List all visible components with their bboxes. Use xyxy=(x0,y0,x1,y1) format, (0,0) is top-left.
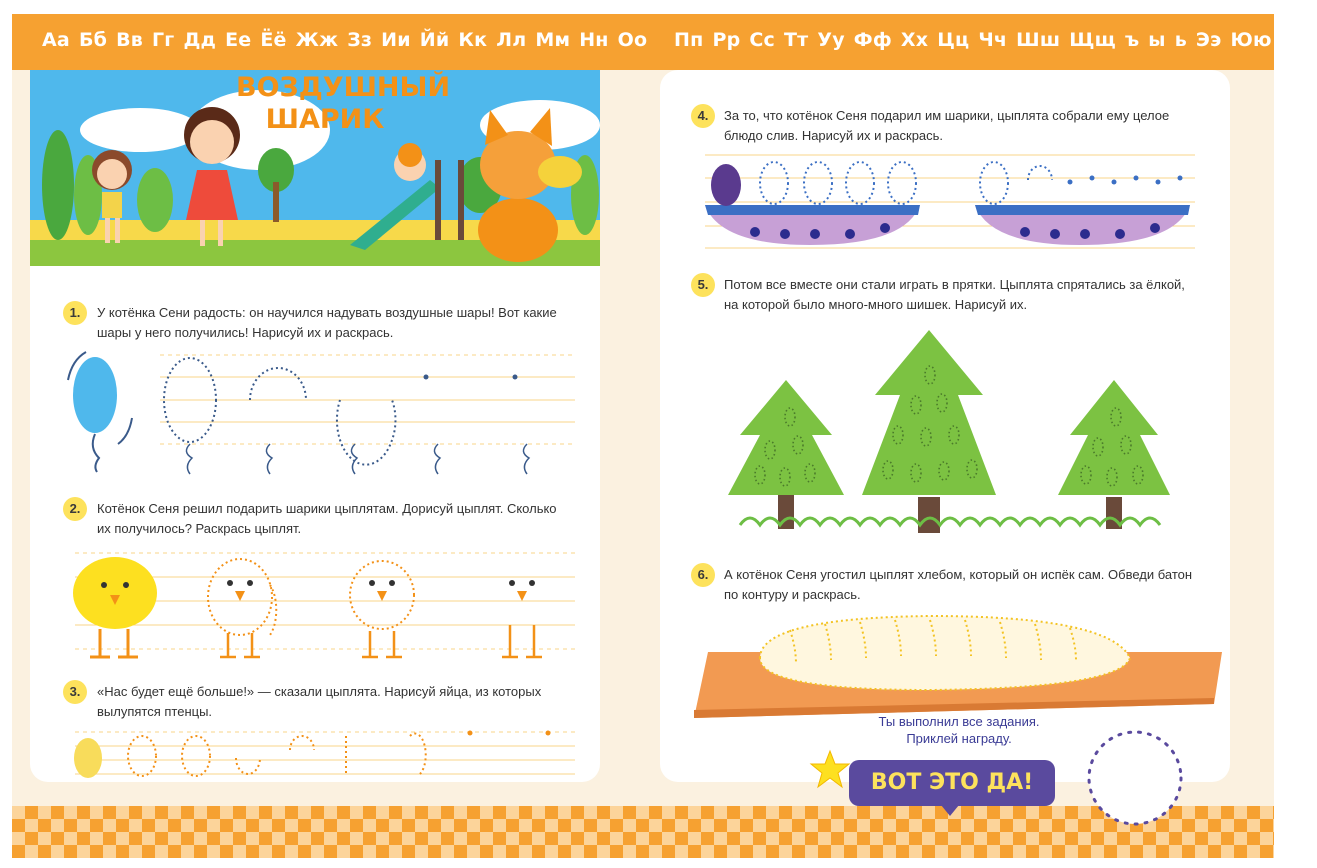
alphabet-letter: Мм xyxy=(535,29,571,51)
task-number-3: 3. xyxy=(63,680,87,704)
alphabet-letter: Хх xyxy=(900,29,929,51)
alphabet-letter: Бб xyxy=(78,29,108,51)
page-title: ВОЗДУШНЫЙ ШАРИК xyxy=(236,72,451,135)
award-text: Ты выполнил все задания. Приклей награду. xyxy=(878,714,1040,746)
alphabet-letter: Жж xyxy=(295,29,339,51)
sticker-placeholder[interactable] xyxy=(1083,726,1187,830)
balloon-sample xyxy=(73,357,117,433)
alphabet-letter: Цц xyxy=(937,29,970,51)
task-text-3: «Нас будет ещё больше!» — сказали цыплята. Нарисуй яйца, из которых вылупятся птенцы. xyxy=(97,684,542,719)
chick-drawing-area[interactable] xyxy=(60,545,580,667)
task-text-5: Потом все вместе они стали играть в прятки. Цыплята спрятались за ёлкой, на которой было много-много шишек. Нарисуй их. xyxy=(724,277,1185,312)
alphabet-letter: Шш xyxy=(1016,29,1061,51)
alphabet-letter: Нн xyxy=(579,29,609,51)
fir-trees-area[interactable] xyxy=(720,325,1170,545)
chick-sample xyxy=(73,557,157,657)
task-number-5: 5. xyxy=(691,273,715,297)
egg-drawing-area[interactable] xyxy=(60,728,580,784)
alphabet-letter: Вв xyxy=(116,29,143,51)
alphabet-letter: ь xyxy=(1174,29,1187,51)
star-icon xyxy=(806,745,854,793)
alphabet-letter: Уу xyxy=(817,29,845,51)
alphabet-letter: Юю xyxy=(1230,29,1272,51)
alphabet-letter: Дд xyxy=(183,29,217,51)
task-text-2: Котёнок Сеня решил подарить шарики цыплятам. Дорисуй цыплят. Сколько их получилось? Раскрась цыплят. xyxy=(97,501,557,536)
award-button[interactable]: ВОТ ЭТО ДА! xyxy=(849,760,1055,806)
alphabet-letter: Сс xyxy=(749,29,775,51)
alphabet-letter: Оо xyxy=(617,29,648,51)
alphabet-letter: Йй xyxy=(419,29,450,51)
alphabet-letter: ы xyxy=(1148,29,1166,51)
task-number-1: 1. xyxy=(63,301,87,325)
alphabet-letter: Гг xyxy=(152,29,175,51)
task-number-2: 2. xyxy=(63,497,87,521)
bread-tracing-area[interactable] xyxy=(690,610,1230,724)
task-text-1: У котёнка Сени радость: он научился надувать воздушные шары! Вот какие шары у него получились! Нарисуй их и раскрась. xyxy=(97,305,557,340)
plum-sample xyxy=(711,164,741,206)
alphabet-left xyxy=(42,29,656,51)
egg-sample xyxy=(74,738,102,778)
alphabet-letter: Рр xyxy=(712,29,741,51)
alphabet-letter: Зз xyxy=(347,29,373,51)
task-number-6: 6. xyxy=(691,563,715,587)
alphabet-letter: Пп xyxy=(674,29,704,51)
alphabet-letter: Аа xyxy=(42,29,70,51)
alphabet-right xyxy=(674,29,1317,51)
task-text-6: А котёнок Сеня угостил цыплят хлебом, который он испёк сам. Обведи батон по контуру и раскрась. xyxy=(724,567,1193,602)
alphabet-letter: ъ xyxy=(1124,29,1140,51)
alphabet-letter: Яя xyxy=(1280,29,1308,51)
alphabet-letter: Лл xyxy=(496,29,527,51)
task-text-4: За то, что котёнок Сеня подарил им шарики, цыплята собрали ему целое блюдо слив. Нарисуй их и раскрась. xyxy=(724,108,1170,143)
alphabet-letter: Ёё xyxy=(260,29,287,51)
task-number-4: 4. xyxy=(691,104,715,128)
alphabet-letter: Кк xyxy=(458,29,488,51)
alphabet-letter: Щщ xyxy=(1069,29,1116,51)
alphabet-letter: Ээ xyxy=(1195,29,1222,51)
alphabet-letter: Тт xyxy=(783,29,809,51)
balloon-tracing-area[interactable] xyxy=(60,350,580,480)
alphabet-letter: Ии xyxy=(381,29,411,51)
alphabet-letter: Чч xyxy=(978,29,1008,51)
plum-dish-area[interactable] xyxy=(700,150,1200,254)
alphabet-letter: Ее xyxy=(225,29,252,51)
alphabet-letter: Фф xyxy=(853,29,892,51)
